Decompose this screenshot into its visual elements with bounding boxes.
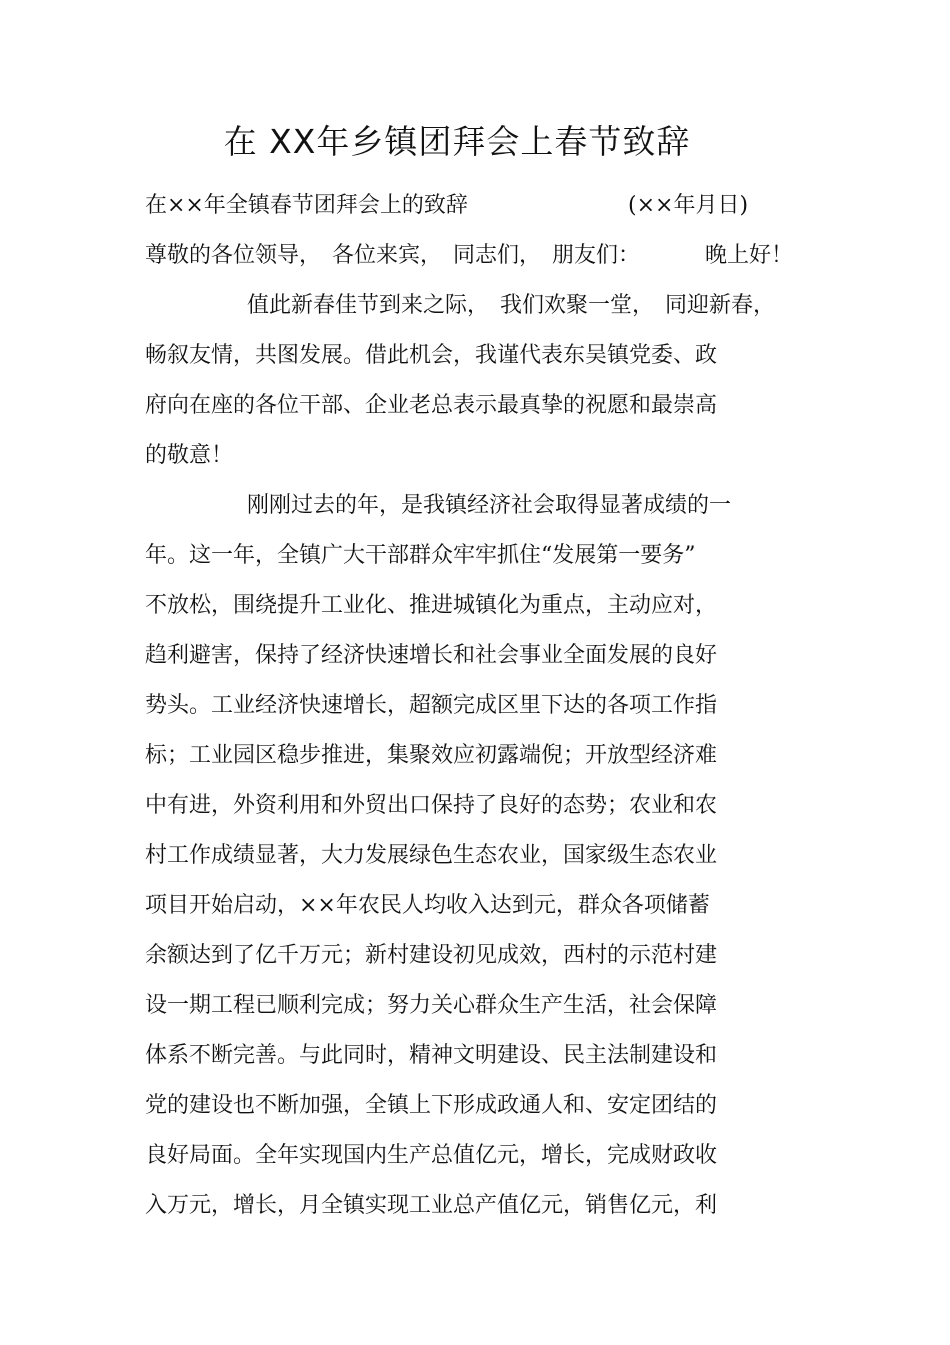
paragraph-1-line: 畅叙友情，共图发展。借此机会，我谨代表东吴镇党委、政 bbox=[145, 343, 718, 368]
header-line-left: 在××年全镇春节团拜会上的致辞 bbox=[145, 193, 468, 218]
paragraph-2-line: 余额达到了亿千万元；新村建设初见成效，西村的示范村建 bbox=[145, 943, 718, 968]
paragraph-2-line: 村工作成绩显著，大力发展绿色生态农业，国家级生态农业 bbox=[145, 843, 718, 868]
greeting-line-right: 晚上好！ bbox=[705, 243, 794, 268]
paragraph-1-line: 值此新春佳节到来之际， 我们欢聚一堂， 同迎新春， bbox=[247, 293, 776, 318]
paragraph-2-line: 刚刚过去的年，是我镇经济社会取得显著成绩的一 bbox=[247, 493, 732, 518]
header-line-date: (××年月日) bbox=[628, 193, 749, 218]
paragraph-2-line: 项目开始启动，××年农民人均收入达到元，群众各项储蓄 bbox=[145, 893, 710, 918]
paragraph-2-line: 势头。工业经济快速增长，超额完成区里下达的各项工作指 bbox=[145, 693, 718, 718]
paragraph-2-line: 趋利避害，保持了经济快速增长和社会事业全面发展的良好 bbox=[145, 643, 718, 668]
paragraph-2-line: 标；工业园区稳步推进，集聚效应初露端倪；开放型经济难 bbox=[145, 743, 718, 768]
paragraph-2-line: 不放松，围绕提升工业化、推进城镇化为重点，主动应对， bbox=[145, 593, 718, 618]
document-title: 在 XX年乡镇团拜会上春节致辞 bbox=[223, 122, 691, 161]
paragraph-2-line: 入万元，增长，月全镇实现工业总产值亿元，销售亿元，利 bbox=[145, 1193, 718, 1218]
paragraph-2-line: 设一期工程已顺利完成；努力关心群众生产生活，社会保障 bbox=[145, 993, 718, 1018]
greeting-line-left: 尊敬的各位领导， 各位来宾， 同志们， 朋友们： bbox=[145, 243, 641, 268]
paragraph-2-line: 良好局面。全年实现国内生产总值亿元，增长，完成财政收 bbox=[145, 1143, 718, 1168]
paragraph-2-line: 党的建设也不断加强，全镇上下形成政通人和、安定团结的 bbox=[145, 1093, 718, 1118]
paragraph-2-line: 体系不断完善。与此同时，精神文明建设、民主法制建设和 bbox=[145, 1043, 718, 1068]
paragraph-2-line: 中有进，外资利用和外贸出口保持了良好的态势；农业和农 bbox=[145, 793, 718, 818]
paragraph-1-line: 的敬意！ bbox=[145, 443, 234, 468]
paragraph-2-line: 年。这一年，全镇广大干部群众牢牢抓住“发展第一要务” bbox=[145, 543, 696, 568]
paragraph-1-line: 府向在座的各位干部、企业老总表示最真挚的祝愿和最崇高 bbox=[145, 393, 718, 418]
